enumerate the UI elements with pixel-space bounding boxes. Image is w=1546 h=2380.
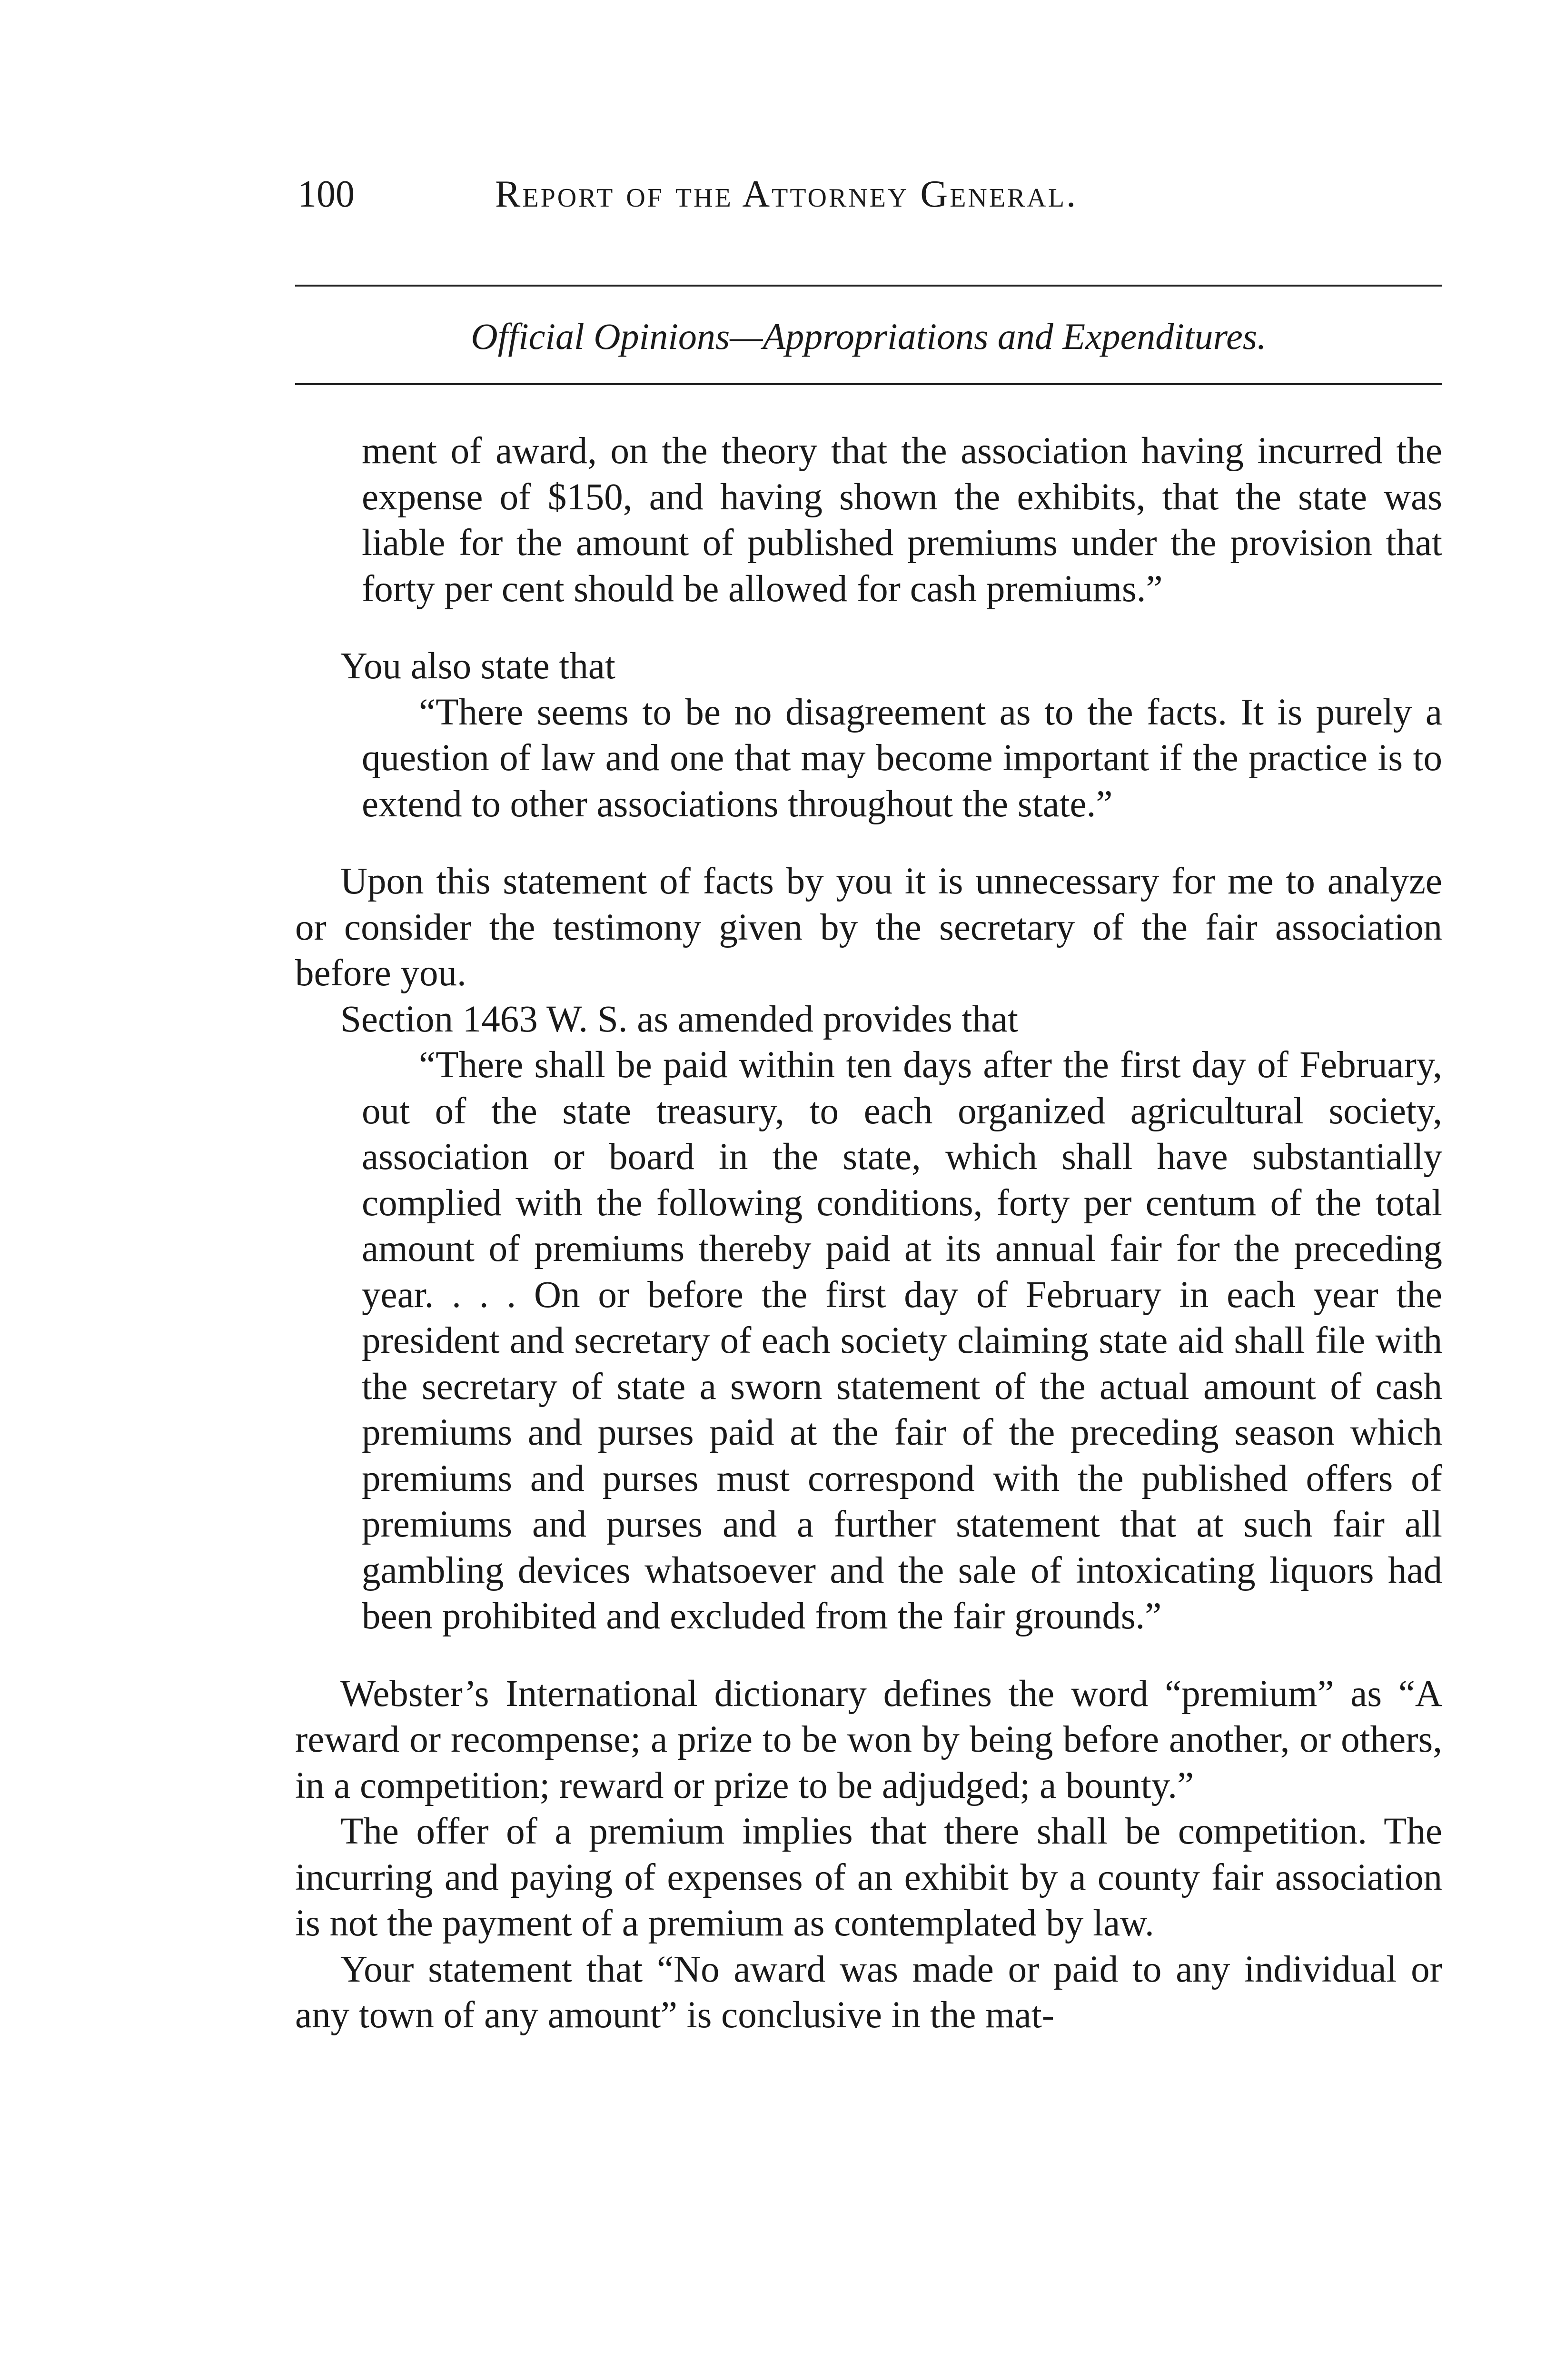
paragraph-lead-in: Section 1463 W. S. as amended provides that bbox=[340, 998, 1019, 1040]
section-heading: Official Opinions—Appropriations and Expenditures. bbox=[471, 316, 1267, 357]
paragraph: Your statement that “No award was made or paid to any individual or any town of any amount” is conclusive in the mat- bbox=[295, 1948, 1442, 2036]
paragraph-quote: “There seems to be no disagreement as to the facts. It is purely a question of law and one that may become important if the practice is to extend to other associations throughout the state.” bbox=[362, 691, 1442, 825]
header-rule-top bbox=[295, 285, 1442, 287]
paragraph-statute-quote: “There shall be paid within ten days after the first day of February, out of the state treasury, to each organized agricultural society, association or board in the state, which shall have substantially complied with the following conditions, forty per centum of the total amount of premiums thereby paid at its annual fair for the preceding year. . . . On or before the first day of February in each year the president and secretary of each society claiming state aid shall file with the secretary of state a sworn statement of the actual amount of cash premiums and purses paid at the fair of the preceding season which premiums and purses must correspond with the published offers of premiums and purses and a further statement that at such fair all gambling devices whatsoever and the sale of intoxicating liquors had been prohibited and excluded from the fair grounds.” bbox=[362, 1044, 1442, 1637]
paragraph: Upon this statement of facts by you it is unnecessary for me to analyze or consider the testimony given by the secretary of the fair association before you. bbox=[295, 861, 1442, 994]
paragraph: The offer of a premium implies that there shall be competition. The incurring and paying of expenses of an exhibit by a county fair association is not the payment of a premium as contemplated by law. bbox=[295, 1811, 1442, 1944]
body-text bbox=[295, 428, 1442, 2039]
paragraph: Webster’s International dictionary defines the word “premium” as “A reward or recompense; a prize to be won by being before another, or others, in a competition; reward or prize to be adjudged; a bounty.” bbox=[295, 1673, 1442, 1806]
page-number: 100 bbox=[297, 173, 355, 215]
running-title: Report of the Attorney General. bbox=[495, 173, 1078, 215]
header-rule-bottom bbox=[295, 383, 1442, 385]
paragraph-lead-in: You also state that bbox=[340, 645, 615, 687]
paragraph-quote-continued: ment of award, on the theory that the association having incurred the expense of $150, and having shown the exhibits, that the state was liable for the amount of published premiums under the provision that forty per cent should be allowed for cash premiums.” bbox=[362, 430, 1442, 610]
